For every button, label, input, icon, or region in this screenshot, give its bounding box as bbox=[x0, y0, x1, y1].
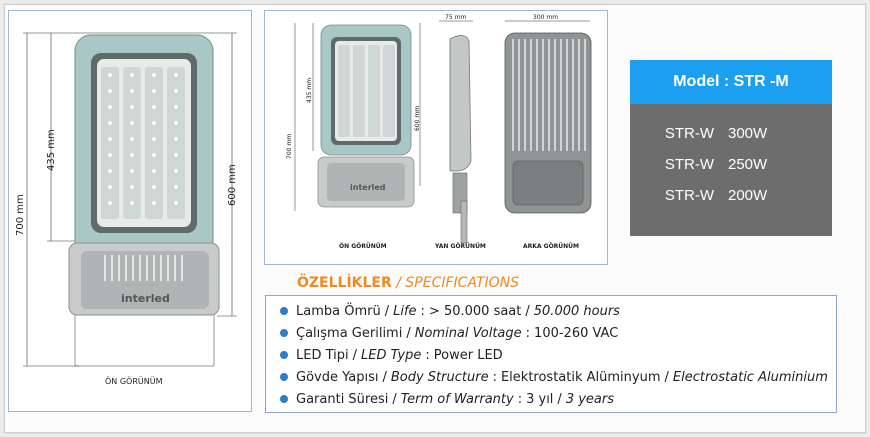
views-dim-300: 300 mm bbox=[533, 14, 559, 21]
specs-title bbox=[297, 275, 519, 291]
spec-label-tr: Gövde Yapısı bbox=[296, 369, 379, 385]
model-box bbox=[630, 60, 832, 236]
three-views-panel bbox=[264, 10, 608, 265]
spec-value-en: Electrostatic Aluminium bbox=[672, 369, 828, 385]
views-dim-435: 435 mm bbox=[306, 77, 313, 103]
model-row bbox=[630, 180, 832, 211]
front-view-drawing bbox=[9, 11, 251, 411]
front-caption: ÖN GÖRÜNÜM bbox=[105, 377, 163, 386]
bullet-icon bbox=[280, 329, 288, 337]
spec-label-tr: Garanti Süresi bbox=[296, 391, 389, 407]
specs-title-tr: ÖZELLİKLER bbox=[297, 275, 392, 291]
bullet-icon bbox=[280, 307, 288, 315]
views-dim-700: 700 mm bbox=[286, 133, 293, 159]
front-dim-435: 435 mm bbox=[46, 129, 57, 171]
spec-label-en: Body Structure bbox=[390, 369, 489, 385]
views-caption-front: ÖN GÖRÜNÜM bbox=[339, 243, 387, 250]
spec-value-en: 50.000 hours bbox=[533, 303, 620, 319]
views-caption-side: YAN GÖRÜNÜM bbox=[435, 243, 486, 250]
front-dim-700: 700 mm bbox=[15, 194, 26, 236]
model-row bbox=[630, 149, 832, 180]
model-power: 200W bbox=[728, 187, 768, 204]
spec-label-en: Nominal Voltage bbox=[414, 325, 522, 341]
front-brand-label: interled bbox=[121, 292, 170, 305]
specs-title-sep: / bbox=[396, 275, 401, 291]
spec-item-led-type: LED Tipi / LED Type : Power LED bbox=[280, 344, 503, 366]
model-name: STR-W bbox=[664, 156, 714, 173]
spec-value: 100-260 VAC bbox=[534, 325, 619, 341]
front-view-panel bbox=[8, 10, 252, 412]
model-name: STR-W bbox=[664, 187, 714, 204]
spec-item-warranty: Garanti Süresi / Term of Warranty : 3 yıl / 3 years bbox=[280, 388, 614, 410]
model-power: 300W bbox=[728, 125, 768, 142]
spec-value: Elektrostatik Alüminyum bbox=[500, 369, 661, 385]
spec-label-en: Term of Warranty bbox=[400, 391, 514, 407]
three-views-drawing bbox=[265, 11, 607, 264]
model-title: Model : STR -M bbox=[630, 60, 832, 104]
spec-item-body: Gövde Yapısı / Body Structure : Elektrostatik Alüminyum / Electrostatic Aluminium bbox=[280, 366, 828, 388]
spec-label-en: Life bbox=[393, 303, 417, 319]
spec-item-voltage: Çalışma Gerilimi / Nominal Voltage : 100-260 VAC bbox=[280, 322, 618, 344]
views-dim-75: 75 mm bbox=[445, 14, 467, 21]
spec-label-tr: Çalışma Gerilimi bbox=[296, 325, 403, 341]
spec-label-tr: LED Tipi bbox=[296, 347, 349, 363]
spec-item-life: Lamba Ömrü / Life : > 50.000 saat / 50.000 hours bbox=[280, 300, 620, 322]
views-dim-600: 600 mm bbox=[414, 105, 421, 131]
views-caption-back: ARKA GÖRÜNÜM bbox=[523, 243, 580, 250]
model-power: 250W bbox=[728, 156, 768, 173]
bullet-icon bbox=[280, 395, 288, 403]
spec-label-tr: Lamba Ömrü bbox=[296, 303, 381, 319]
front-dim-600: 600 mm bbox=[227, 164, 238, 206]
model-list bbox=[630, 104, 832, 236]
bullet-icon bbox=[280, 373, 288, 381]
spec-value: 3 yıl bbox=[526, 391, 554, 407]
specs-box bbox=[265, 295, 837, 413]
spec-value: Power LED bbox=[433, 347, 503, 363]
model-row bbox=[630, 118, 832, 149]
model-name: STR-W bbox=[664, 125, 714, 142]
spec-value: > 50.000 saat bbox=[428, 303, 522, 319]
spec-value-en: 3 years bbox=[565, 391, 614, 407]
views-brand-label: interled bbox=[350, 183, 386, 192]
bullet-icon bbox=[280, 351, 288, 359]
spec-label-en: LED Type bbox=[361, 347, 422, 363]
specs-title-en: SPECIFICATIONS bbox=[405, 275, 520, 291]
